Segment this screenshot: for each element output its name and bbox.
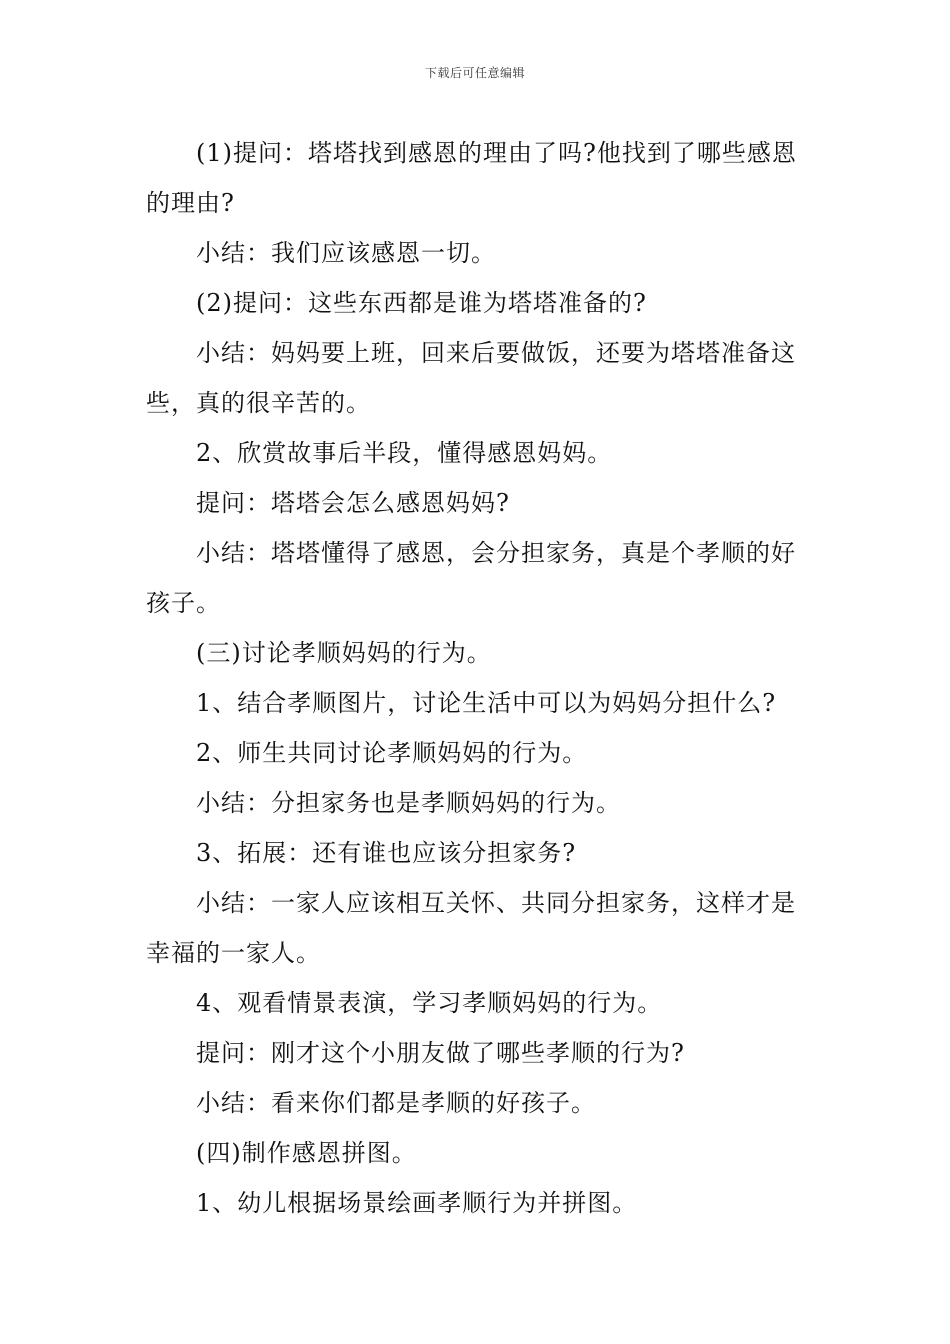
paragraph-summary-1: 小结：我们应该感恩一切。 [196,239,496,267]
paragraph-question-2: (2)提问：这些东西都是谁为塔塔准备的? [196,289,647,317]
paragraph-summary-3: 小结：塔塔懂得了感恩，会分担家务，真是个孝顺的好孩子。 [146,539,796,617]
paragraph-question-3: 提问：塔塔会怎么感恩妈妈? [196,489,510,517]
paragraph-item-2: 2、师生共同讨论孝顺妈妈的行为。 [196,739,588,767]
paragraph-item-5: 1、幼儿根据场景绘画孝顺行为并拼图。 [196,1189,638,1217]
paragraph-question-1: (1)提问：塔塔找到感恩的理由了吗?他找到了哪些感恩的理由? [146,139,797,217]
document-body [146,128,810,1228]
paragraph-step-2: 2、欣赏故事后半段，懂得感恩妈妈。 [196,439,613,467]
paragraph-item-3: 3、拓展：还有谁也应该分担家务? [196,839,577,867]
paragraph-section-3: (三)讨论孝顺妈妈的行为。 [196,639,492,667]
paragraph-summary-6: 小结：看来你们都是孝顺的好孩子。 [196,1089,596,1117]
paragraph-item-4: 4、观看情景表演，学习孝顺妈妈的行为。 [196,989,663,1017]
paragraph-summary-2: 小结：妈妈要上班，回来后要做饭，还要为塔塔准备这些，真的很辛苦的。 [146,339,796,417]
paragraph-question-4: 提问：刚才这个小朋友做了哪些孝顺的行为? [196,1039,685,1067]
paragraph-section-4: (四)制作感恩拼图。 [196,1139,417,1167]
paragraph-item-1: 1、结合孝顺图片，讨论生活中可以为妈妈分担什么? [196,689,777,717]
page-header: 下载后可任意编辑 [424,66,525,80]
paragraph-summary-5: 小结：一家人应该相互关怀、共同分担家务，这样才是幸福的一家人。 [146,889,796,967]
paragraph-summary-4: 小结：分担家务也是孝顺妈妈的行为。 [196,789,621,817]
